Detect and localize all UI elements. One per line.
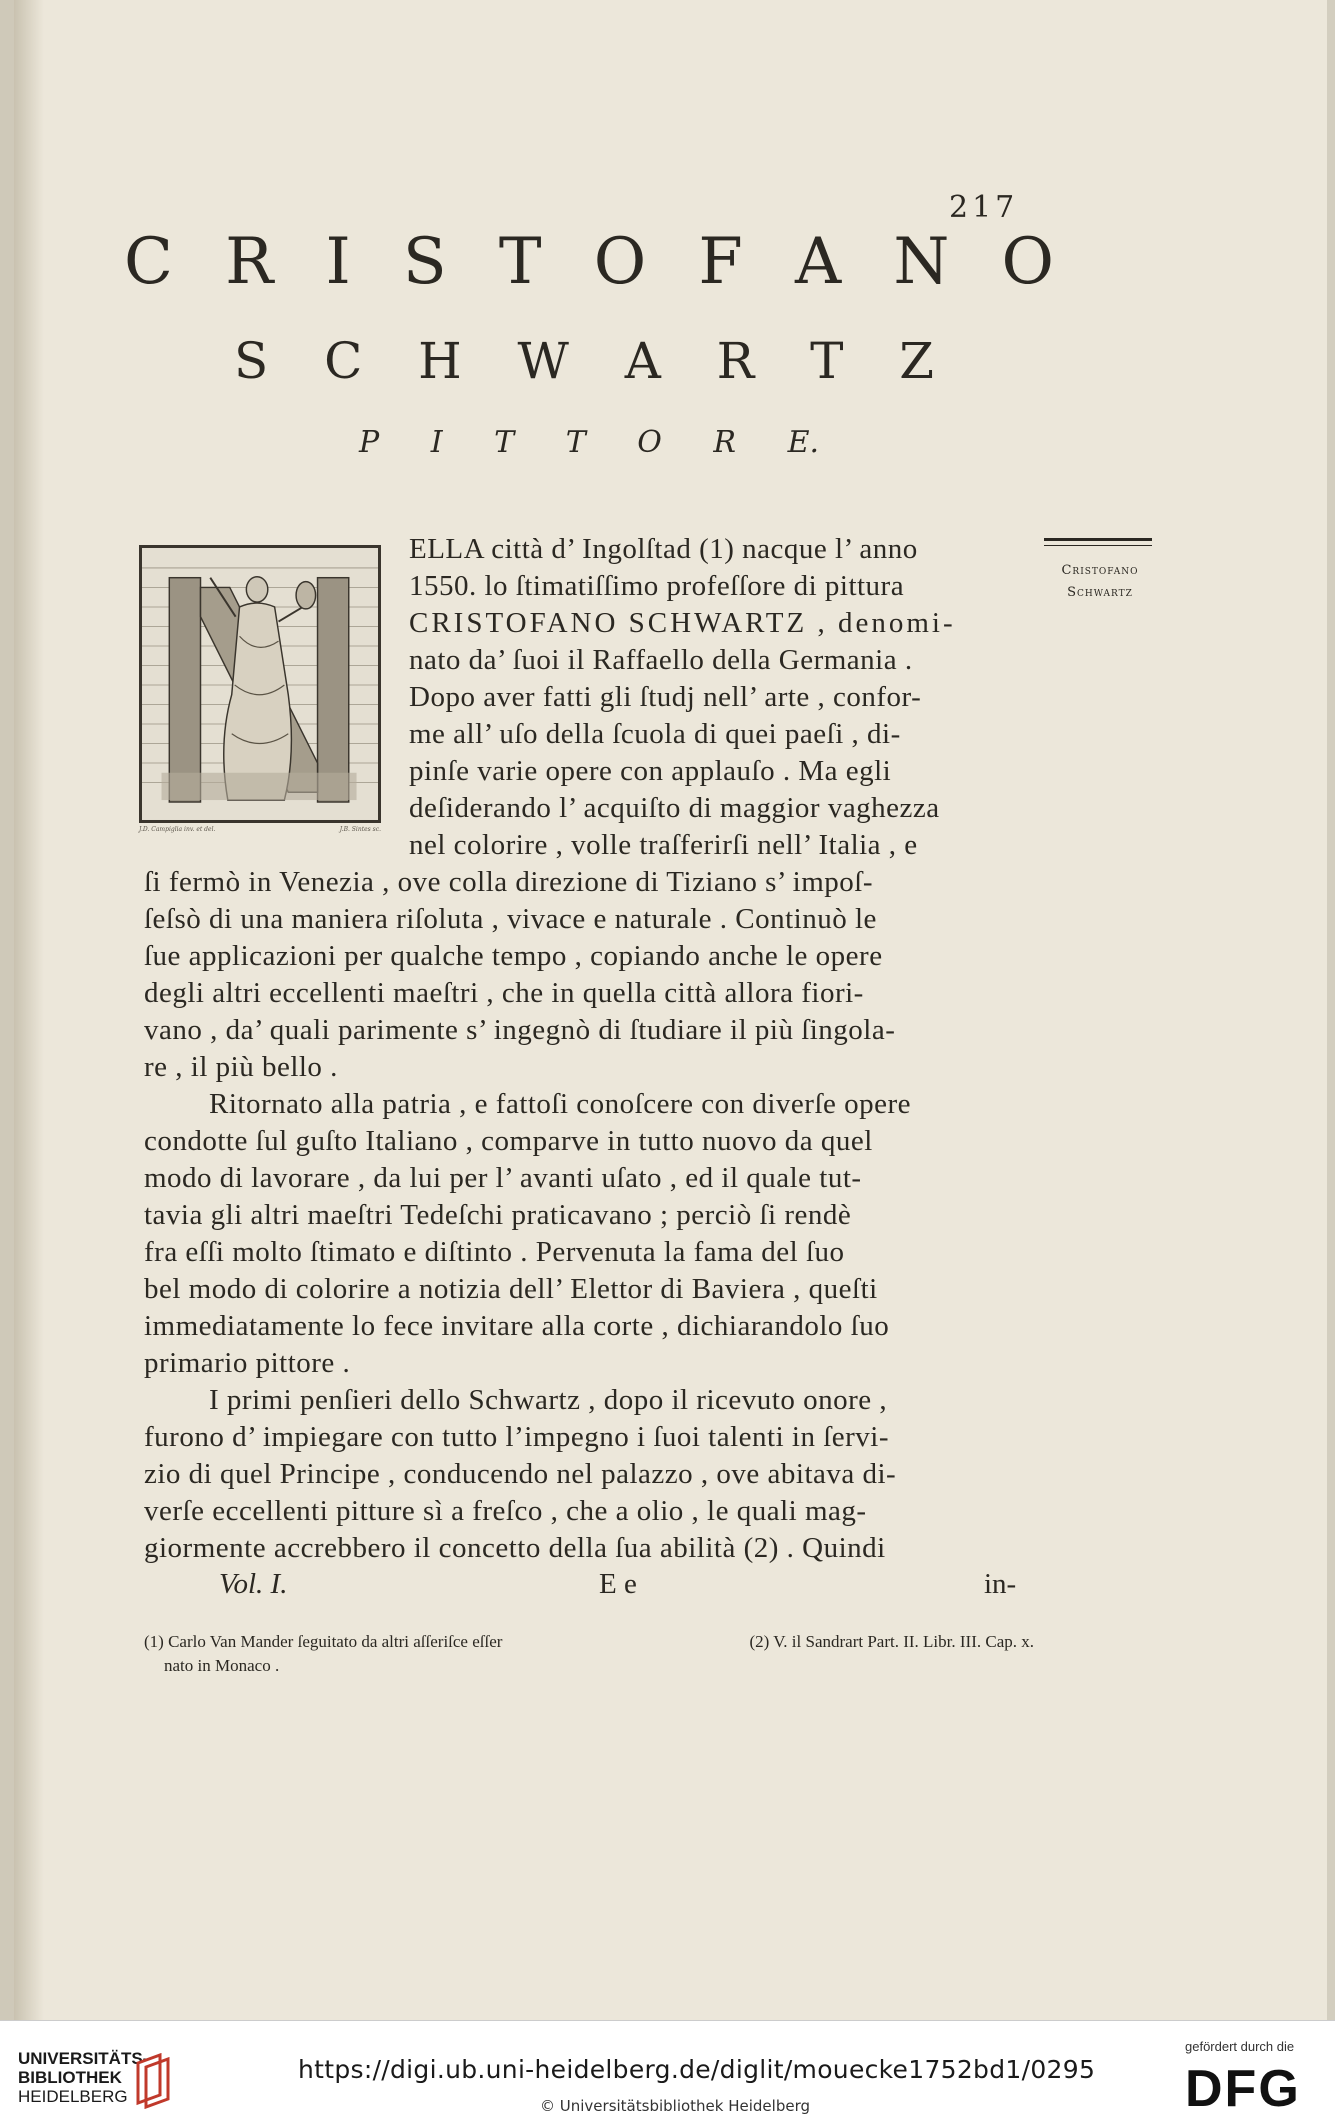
funding-label: gefördert durch die	[1185, 2039, 1295, 2054]
text-line: Dopo aver fatti gli ſtudj nell’ arte , confor-	[409, 681, 922, 713]
allegorical-figure-illustration	[142, 548, 378, 820]
title-letter: I	[430, 425, 443, 460]
footnote-2: (2) V. il Sandrart Part. II. Libr. III. Cap. x.	[749, 1632, 1034, 1651]
margin-note-line: Cristofano	[1061, 563, 1139, 578]
page-gutter-shadow	[14, 0, 44, 2020]
text-line: primario pittore .	[144, 1347, 351, 1379]
library-name-line: BIBLIOTHEK	[18, 2068, 122, 2087]
title-letter: N	[893, 225, 950, 299]
footnote-row	[144, 1630, 1034, 1654]
title-letter: T	[810, 332, 844, 390]
text-line: I primi penſieri dello Schwartz , dopo il ricevuto onore ,	[209, 1384, 888, 1416]
text-line: nel colorire , volle traſferirſi nell’ Italia , e	[409, 829, 918, 861]
text-line: zio di quel Principe , conducendo nel palazzo , ove abitava di-	[144, 1458, 897, 1490]
text-line: condotte ſul guſto Italiano , comparve in tutto nuovo da quel	[144, 1125, 873, 1157]
viewer-footer-bar	[0, 2020, 1335, 2120]
title-letter: O	[637, 425, 662, 460]
library-name-line: HEIDELBERG	[18, 2087, 128, 2106]
copyright-notice: © Universitätsbibliothek Heidelberg	[540, 2097, 811, 2115]
library-name-line: UNIVERSITÄTS-	[18, 2049, 149, 2068]
engraving-credit	[139, 826, 381, 833]
title-letter: R	[225, 225, 274, 299]
text-line: furono d’ impiegare con tutto l’impegno i ſuoi talenti in ſervi-	[144, 1421, 890, 1453]
title-letter: S	[402, 225, 447, 299]
title-letter: F	[698, 225, 743, 299]
text-line: deſiderando l’ acquiſto di maggior vaghezza	[409, 792, 940, 824]
text-line: giormente accrebbero il concetto della ſua abilità (2) . Quindi	[144, 1532, 886, 1564]
title-letter: P	[359, 425, 380, 460]
text-line: modo di lavorare , da lui per l’ avanti uſato , ed il quale tut-	[144, 1162, 862, 1194]
decorated-initial-engraving	[139, 545, 381, 823]
title-letter: S	[234, 332, 269, 390]
title-letter: W	[517, 332, 569, 390]
text-line: ſue applicazioni per qualche tempo , copiando anche le opere	[144, 940, 883, 972]
text-line: ELLA città d’ Ingolſtad (1) nacque l’ anno	[409, 533, 918, 565]
title-letter: O	[1001, 225, 1054, 299]
title-letter: A	[794, 225, 842, 299]
library-logo-icon	[130, 2053, 180, 2109]
text-line: 1550. lo ſtimatiſſimo profeſſore di pittura	[409, 570, 905, 602]
text-line: Ritornato alla patria , e fattoſi conoſcere con diverſe opere	[209, 1088, 912, 1120]
volume-label: Vol. I.	[219, 1568, 288, 1600]
title-letter: T	[498, 225, 542, 299]
margin-note-line: Schwartz	[1067, 585, 1133, 600]
text-line: ſi fermò in Venezia , ove colla direzione di Tiziano s’ impoſ-	[144, 866, 873, 898]
text-line: tavia gli altri maeſtri Tedeſchi praticavano ; perciò ſi rendè	[144, 1199, 852, 1231]
text-line: fra eſſi molto ſtimato e diſtinto . Pervenuta la fama del ſuo	[144, 1236, 845, 1268]
page-number: 217	[949, 190, 1019, 225]
title-letter: C	[124, 225, 173, 299]
catchword: in-	[984, 1568, 1017, 1600]
text-line: CRISTOFANO SCHWARTZ , denomi-	[409, 607, 956, 639]
title-letter: I	[325, 225, 351, 299]
text-line: bel modo di colorire a notizia dell’ Elettor di Baviera , queſti	[144, 1273, 878, 1305]
title-letter: R	[713, 425, 737, 460]
title-letter: Z	[899, 332, 934, 390]
title-letter: C	[324, 332, 363, 390]
title-letter: T	[494, 425, 515, 460]
engraving-credit-right: J.B. Sintes sc.	[339, 826, 381, 833]
title-letter: O	[593, 225, 647, 299]
title-line-3	[359, 425, 819, 460]
text-line: me all’ uſo della ſcuola di quei paeſi , di-	[409, 718, 901, 750]
engraving-credit-left: J.D. Campiglia inv. et del.	[139, 826, 216, 833]
text-line: ſeſsò di una maniera riſoluta , vivace e naturale . Continuò le	[144, 903, 877, 935]
footnote-1: (1) Carlo Van Mander ſeguitato da altri aſſeriſce eſſer	[144, 1632, 503, 1651]
text-line: verſe eccellenti pitture sì a freſco , che a olio , le quali mag-	[144, 1495, 867, 1527]
title-letter: A	[624, 332, 661, 390]
margin-note	[1044, 560, 1156, 604]
title-line-2	[234, 332, 934, 390]
footnotes	[144, 1630, 1034, 1678]
title-line-1	[124, 225, 1054, 299]
title-letter: T	[565, 425, 586, 460]
title-letter: E.	[787, 425, 819, 460]
text-line: pinſe varie opere con applauſo . Ma egli	[409, 755, 892, 787]
margin-note-rule	[1044, 538, 1152, 546]
text-line: re , il più bello .	[144, 1051, 338, 1083]
title-letter: H	[418, 332, 462, 390]
document-url-link[interactable]: https://digi.ub.uni-heidelberg.de/diglit/mouecke1752bd1/0295	[298, 2055, 1096, 2084]
dfg-logo[interactable]: DFG	[1185, 2060, 1301, 2118]
footnote-1-continuation: nato in Monaco .	[164, 1656, 280, 1675]
text-line: immediatamente lo fece invitare alla corte , dichiarandolo ſuo	[144, 1310, 890, 1342]
signature-mark: E e	[599, 1568, 637, 1600]
text-line: nato da’ ſuoi il Raffaello della Germania .	[409, 644, 913, 676]
title-letter: R	[716, 332, 755, 390]
text-line: degli altri eccellenti maeſtri , che in quella città allora fiori-	[144, 977, 864, 1009]
text-line: vano , da’ quali parimente s’ ingegnò di ſtudiare il più ſingola-	[144, 1014, 896, 1046]
